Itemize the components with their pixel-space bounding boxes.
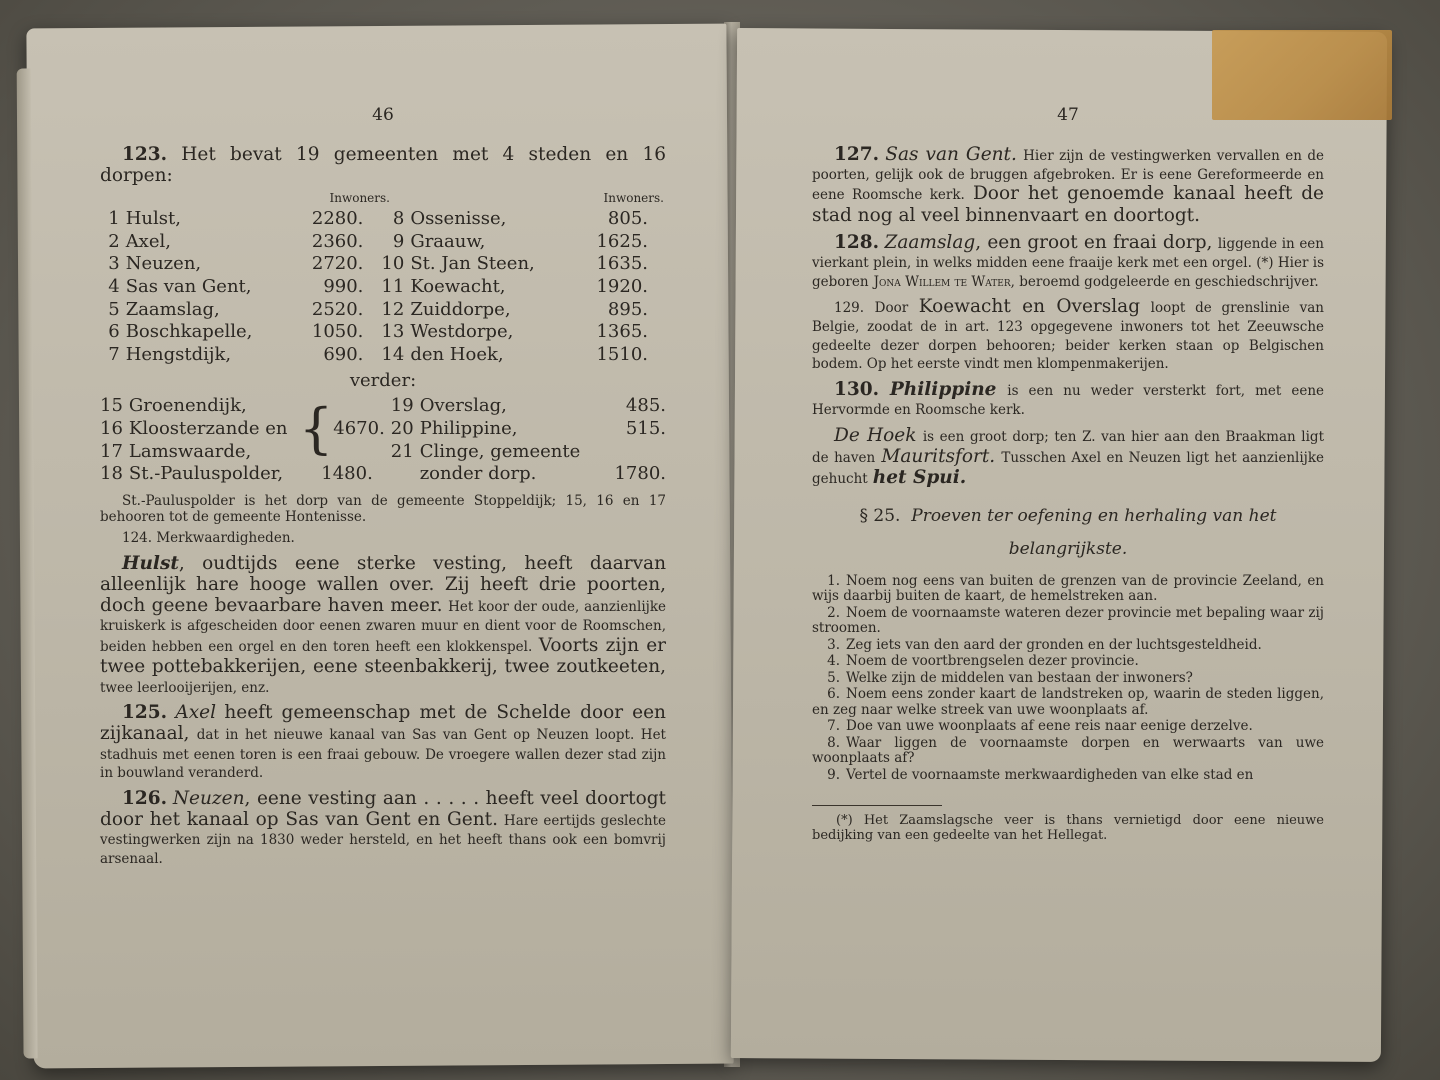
table-cell: 1: [108, 207, 120, 229]
table-cell: 14: [381, 344, 405, 365]
towns-table: [100, 208, 666, 367]
table-cell: 805.: [607, 207, 648, 229]
table-row: [100, 321, 666, 344]
table-row: [100, 253, 666, 276]
list-item: 3. Zeg iets van den aard der gronden en der luchtsgesteldheid.: [827, 636, 1262, 653]
table-cell: Boschkapelle,: [125, 321, 253, 343]
table-cell: 1365.: [596, 321, 648, 343]
table-cell: Ossenisse,: [410, 207, 507, 229]
verder-label: verder:: [349, 369, 417, 391]
table-cell: 10: [381, 253, 405, 275]
table-cell: Westdorpe,: [410, 321, 514, 343]
table-row: [100, 299, 666, 322]
footnote: (*) Het Zaamslagsche veer is thans vernietigd door eene nieuwe bedijking van een gedeelte van het Hellegat.: [812, 813, 1324, 844]
table-cell: 2: [108, 230, 120, 252]
section-25-title: § 25. Proeven ter oefening en herhaling van het belangrijkste.: [859, 505, 1277, 560]
table-row: 16 Kloosterzande en 20 Philippine, 515.: [100, 418, 666, 440]
paragraph-127: 127. Sas van Gent. Hier zijn de vestingwerken vervallen en de poorten, gelijk ook de bruggen afgebroken. Er is eene Gereformeerde en eene Roomsche kerk. Door het genoemde kanaal heeft de stad nog al veel binnenvaart en doortogt.: [812, 143, 1325, 226]
table-cell: 990.: [323, 275, 364, 297]
page-number-right: 47: [1057, 105, 1079, 125]
table-cell: 1510.: [596, 344, 648, 365]
paragraph-de-hoek: De Hoek is een groot dorp; ten Z. van hier aan den Braakman ligt de haven Mauritsfort. Tusschen Axel en Neuzen ligt het aanzienlijke gehucht het Spui.: [812, 424, 1325, 489]
table-row: 18 St.-Pauluspolder, 1480. zonder dorp. 1780.: [100, 463, 666, 485]
list-item: 6. Noem eens zonder kaart de landstreken op, waarin de steden liggen, en zeg naar welke streek van uwe woonplaats af.: [812, 686, 1324, 718]
table-row: 15 Groenendijk, {4670. 19 Overslag, 485.: [100, 395, 666, 461]
table-cell: 11: [381, 275, 405, 297]
table-cell: 895.: [607, 298, 648, 320]
table-cell: 1625.: [596, 230, 648, 252]
paragraph-125: 125. Axel heeft gemeenschap met de Schelde door een zijkanaal, dat in het nieuwe kanaal van Sas van Gent op Neuzen loopt. Het stadhuis met eenen toren is een fraai gebouw. De vroegere wallen dezer stad zijn in bouwland veranderd.: [100, 702, 666, 782]
list-item: 1. Noem nog eens van buiten de grenzen van de provincie Zeeland, en wijs daarbij buiten de kaart, de hemelstreken aan.: [812, 572, 1324, 605]
left-page-content: [100, 106, 666, 873]
table-cell: 4: [108, 275, 120, 297]
table-cell: Hulst,: [125, 207, 181, 229]
paragraph-126: 126. Neuzen, eene vesting aan . . . . . heeft veel doortogt door het kanaal op Sas van Gent en Gent. Hare eertijds geslechte vestingwerken zijn na 1830 weder hersteld, en het heeft thans ook een bomvrij arsenaal.: [100, 787, 666, 867]
list-item: 9. Vertel de voornaamste merkwaardigheden van elke stad en: [827, 766, 1254, 783]
paragraph-128: 128. Zaamslag, een groot en fraai dorp, liggende in een vierkant plein, in welks midden eene fraaije kerk met een orgel. (*) Hier is geboren Jona Willem te Water, beroemd godgeleerde en geschiedschrijver.: [812, 231, 1324, 290]
table-cell: 2360.: [311, 230, 364, 252]
table-cell: 2720.: [311, 253, 364, 275]
table-cell: Graauw,: [410, 230, 486, 252]
table-cell: Neuzen,: [125, 253, 202, 275]
list-item: 2. Noem de voornaamste wateren dezer provincie met bepaling waar zij stroomen.: [812, 604, 1324, 637]
table-cell: Zuiddorpe,: [410, 298, 511, 320]
table-cell: 8: [392, 207, 405, 229]
paragraph-124: 124. Merkwaardigheden.: [122, 530, 295, 547]
table-cell: Axel,: [125, 230, 171, 252]
paragraph-123: 123. Het bevat 19 gemeenten met 4 steden en 16 dorpen:: [100, 143, 666, 186]
stpauluspolder-note: St.-Pauluspolder is het dorp van de gemeente Stoppeldijk; 15, 16 en 17 behooren tot de gemeente Hontenisse.: [100, 493, 666, 525]
table-row: [100, 208, 666, 231]
table-cell: 7: [108, 344, 120, 365]
table-cell: 13: [381, 321, 405, 343]
table-cell: 9: [392, 230, 405, 252]
footnote-rule: [812, 805, 942, 806]
right-page-content: [812, 106, 1324, 850]
table-cell: 12: [381, 298, 405, 320]
table-cell: 2280.: [311, 207, 364, 229]
questions-list: [812, 574, 1324, 784]
table-cell: Koewacht,: [410, 275, 506, 297]
table-cell: 1635.: [596, 253, 648, 275]
list-item: 5. Welke zijn de middelen van bestaan der inwoners?: [827, 669, 1193, 686]
table-cell: St. Jan Steen,: [410, 253, 535, 275]
table-cell: 1920.: [596, 275, 648, 297]
list-item: 4. Noem de voortbrengselen dezer provincie.: [827, 653, 1139, 670]
table-row: [100, 231, 666, 254]
paragraph-130: 130. Philippine is een nu weder versterkt fort, met eene Hervormde en Roomsche kerk.: [812, 378, 1325, 419]
table-cell: 2520.: [311, 298, 364, 320]
table-cell: 3: [108, 253, 120, 275]
table-cell: den Hoek,: [410, 344, 504, 365]
group-value: 4670.: [333, 418, 385, 440]
table-cell: Zaamslag,: [125, 298, 220, 320]
table-row: [100, 276, 666, 299]
towns-table-continued: [100, 395, 666, 486]
column-header: Inwoners. Inwoners.: [329, 191, 664, 206]
table-row: 17 Lamswaarde, 21 Clinge, gemeente: [100, 440, 581, 462]
table-cell: Sas van Gent,: [125, 275, 252, 297]
table-cell: 6: [108, 321, 120, 343]
paragraph-hulst: Hulst, oudtijds eene sterke vesting, heeft daarvan alleenlijk hare hooge wallen over. Zij heeft drie poorten, doch geene bevaarbare haven meer. Het koor der oude, aanzienlijke kruiskerk is afgescheiden door eenen zwaren muur en dient voor de Roomschen, beiden hebben een orgel en den toren heeft een klokkenspel. Voorts zijn er twee pottebakkerijen, eene steenbakkerij, twee zoutkeeten, twee leerlooijerijen, enz.: [100, 552, 667, 696]
table-cell: 1050.: [311, 321, 364, 343]
list-item: 8. Waar liggen de voornaamste dorpen en werwaarts van uwe woonplaats af?: [812, 734, 1324, 767]
table-cell: 5: [108, 298, 120, 320]
table-cell: 690.: [323, 344, 364, 365]
page-number-left: 46: [372, 105, 394, 125]
paragraph-129: 129. Door Koewacht en Overslag loopt de grenslinie van Belgie, zoodat de in art. 123 opgegevene inwoners tot het Zeeuwsche gedeelte dezer dorpen behooren; beider kerken staan op Belgischen bodem. Op het eerste vindt men klompenmakerijen.: [812, 296, 1324, 373]
list-item: 7. Doe van uwe woonplaats af eene reis naar eenige derzelve.: [827, 718, 1253, 735]
table-cell: Hengstdijk,: [125, 344, 232, 365]
table-row: [100, 344, 666, 367]
